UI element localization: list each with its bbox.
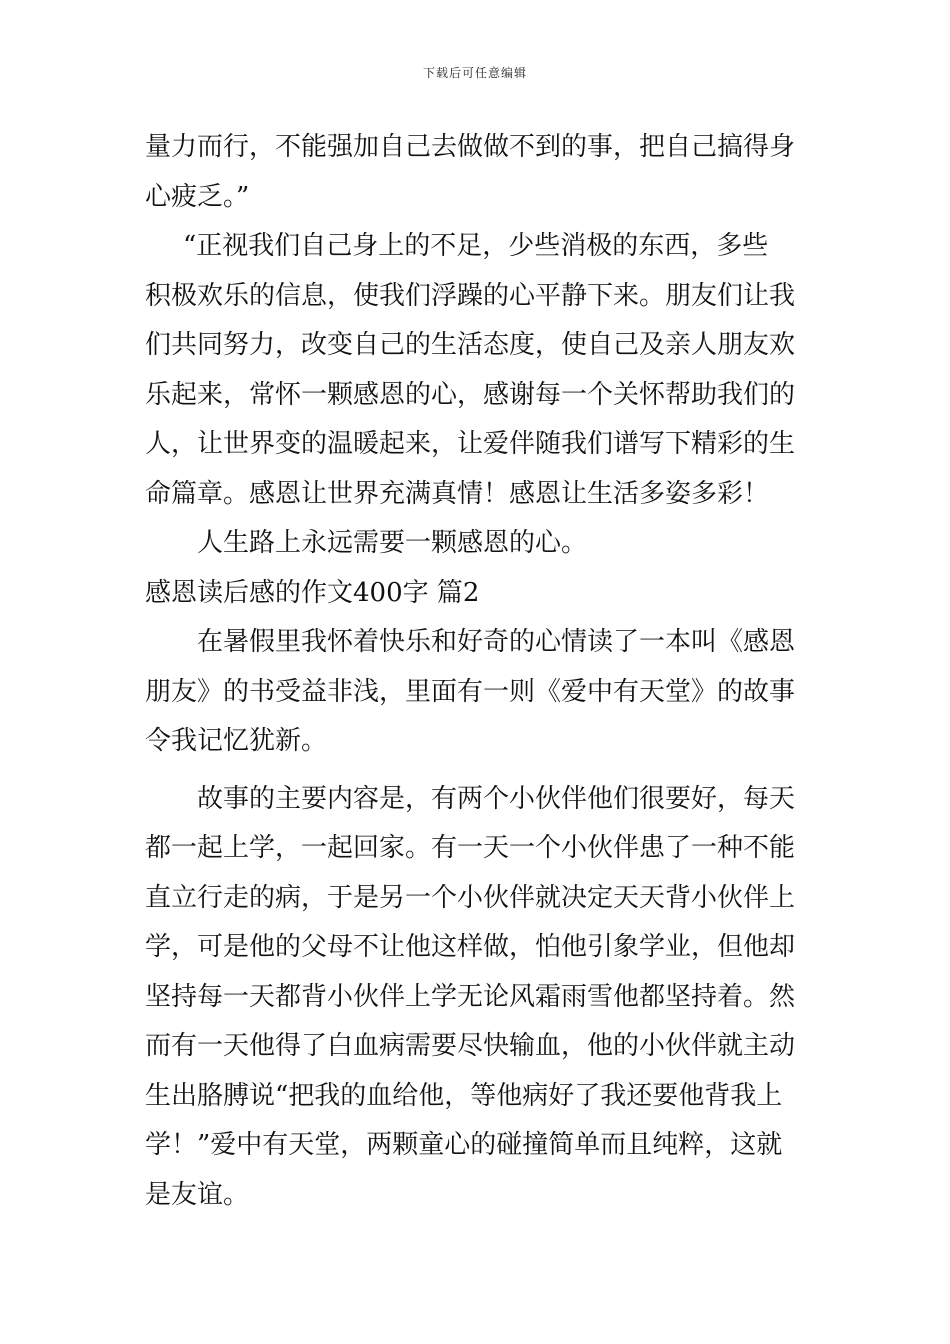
page-header: 下载后可任意编辑: [422, 66, 527, 80]
text-line: 人生路上永远需要一颗感恩的心。: [197, 528, 588, 558]
text-line: 是友谊。: [145, 1179, 250, 1210]
text-line: 人，让世界变的温暖起来，让爱伴随我们谱写下精彩的生: [145, 429, 796, 459]
text-line: 学，可是他的父母不让他这样做，怕他引象学业，但他却: [145, 932, 796, 962]
text-line: 命篇章。感恩让世界充满真情！感恩让生活多姿多彩！: [145, 478, 770, 509]
text-line: 故事的主要内容是，有两个小伙伴他们很要好，每天: [197, 783, 796, 814]
text-line: 直立行走的病，于是另一个小伙伴就决定天天背小伙伴上: [145, 882, 796, 913]
text-line: 都一起上学，一起回家。有一天一个小伙伴患了一种不能: [145, 833, 796, 863]
paragraph-4: [145, 618, 810, 767]
text-line: 生出胳膊说“把我的血给他，等他病好了我还要他背我上: [145, 1080, 783, 1111]
text-line: “正视我们自己身上的不足，少些消极的东西，多些: [183, 231, 769, 261]
text-line: 心疲乏。”: [145, 181, 250, 212]
text-line: 坚持每一天都背小伙伴上学无论风霜雨雪他都坚持着。然: [145, 981, 796, 1012]
text-line: 在暑假里我怀着快乐和好奇的心情读了一本叫《感恩: [197, 627, 796, 657]
text-line: 朋友》的书受益非浅，里面有一则《爱中有天堂》的故事: [145, 676, 796, 707]
paragraph-2: [145, 222, 810, 519]
text-line: 们共同努力，改变自己的生活态度，使自己及亲人朋友欢: [145, 330, 796, 360]
document-body: [145, 123, 810, 1220]
paragraph-3: [145, 519, 810, 569]
text-line: 乐起来，常怀一颗感恩的心，感谢每一个关怀帮助我们的: [145, 379, 796, 410]
text-line: 而有一天他得了白血病需要尽快输血，他的小伙伴就主动: [145, 1031, 796, 1061]
text-line: 积极欢乐的信息，使我们浮躁的心平静下来。朋友们让我: [145, 280, 796, 311]
text-line: 令我记忆犹新。: [145, 726, 328, 756]
text-line: 学！”爱中有天堂，两颗童心的碰撞简单而且纯粹，这就: [145, 1130, 783, 1160]
paragraph-5: [145, 775, 810, 1221]
section-title: 感恩读后感的作文400字 篇2: [145, 577, 480, 608]
text-line: 量力而行，不能强加自己去做做不到的事，把自己搞得身: [145, 132, 796, 162]
paragraph-1: [145, 123, 810, 222]
